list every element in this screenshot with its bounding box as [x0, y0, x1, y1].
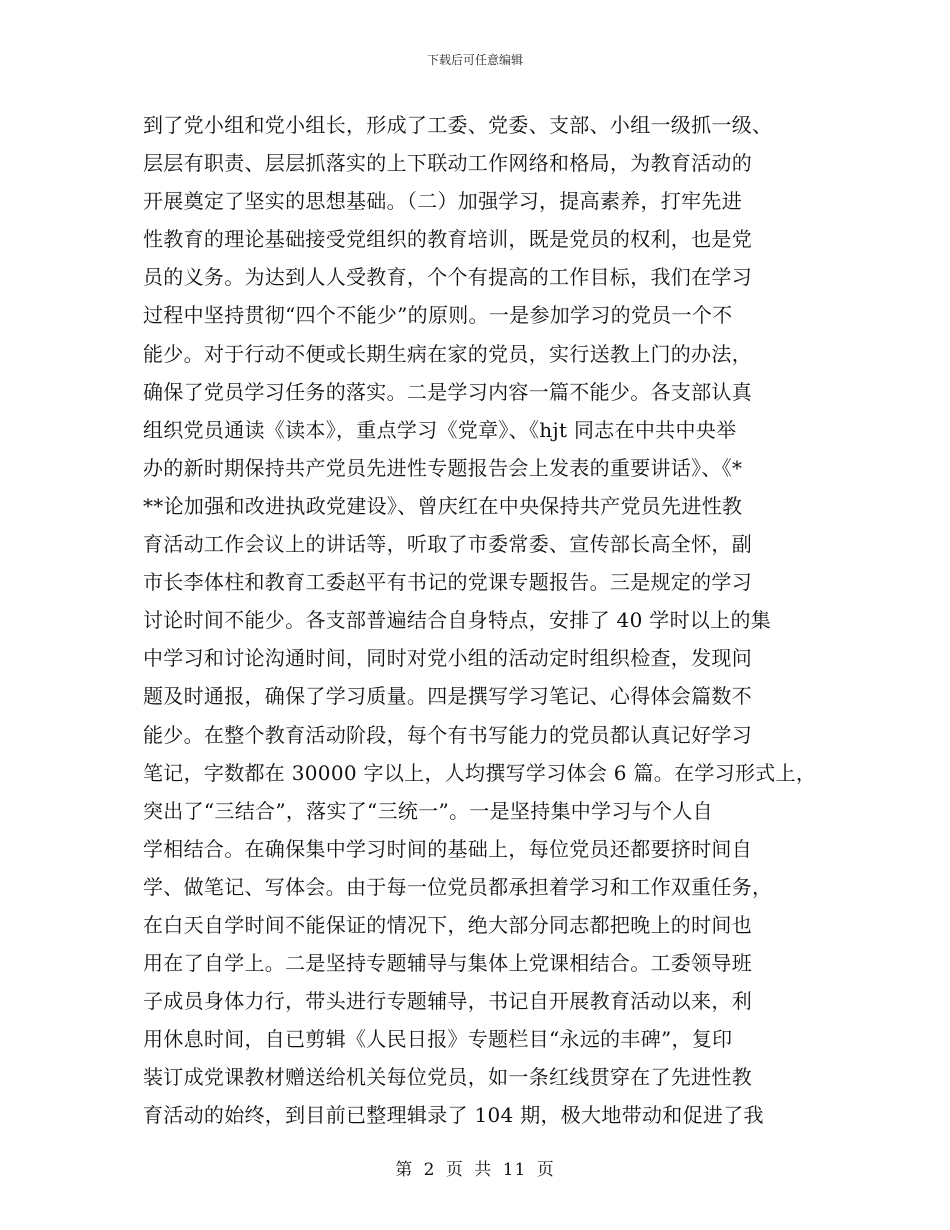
text-line: 笔记，字数都在 30000 字以上，人均撰写学习体会 6 篇。在学习形式上，: [143, 760, 817, 785]
text-line: 突出了“三结合”，落实了“三统一”。一是坚持集中学习与个人自: [143, 798, 713, 823]
text-line: 员的义务。为达到人人受教育，个个有提高的工作目标，我们在学习: [143, 265, 752, 290]
text-line: 办的新时期保持共产党员先进性专题报告会上发表的重要讲话》、《*: [143, 455, 743, 480]
text-line: 装订成党课教材赠送给机关每位党员，如一条红线贯穿在了先进性教: [143, 1065, 752, 1090]
text-line: 能少。在整个教育活动阶段，每个有书写能力的党员都认真记好学习: [143, 722, 752, 747]
text-line: 能少。对于行动不便或长期生病在家的党员，实行送教上门的办法，: [143, 341, 752, 366]
page-header: 下载后可任意编辑: [426, 53, 523, 67]
text-line: 学、做笔记、写体会。由于每一位党员都承担着学习和工作双重任务，: [143, 874, 773, 899]
text-line: 确保了党员学习任务的落实。二是学习内容一篇不能少。各支部认真: [143, 379, 752, 404]
text-line: 到了党小组和党小组长，形成了工委、党委、支部、小组一级抓一级、: [143, 113, 773, 137]
text-line: 讨论时间不能少。各支部普遍结合自身特点，安排了 40 学时以上的集: [143, 608, 772, 633]
text-line: 育活动工作会议上的讲话等，听取了市委常委、宣传部长高全怀，副: [143, 532, 752, 557]
text-line: 用休息时间，自已剪辑《人民日报》专题栏目“永远的丰碑”，复印: [143, 1027, 733, 1052]
text-line: 组织党员通读《读本》，重点学习《党章》、《hjt 同志在中共中央举: [143, 417, 737, 442]
text-line: 题及时通报，确保了学习质量。四是撰写学习笔记、心得体会篇数不: [143, 684, 752, 709]
text-line: 开展奠定了坚实的思想基础。（二）加强学习，提高素养，打牢先进: [143, 189, 742, 214]
text-line: 中学习和讨论沟通时间，同时对党小组的活动定时组织检查，发现问: [143, 646, 752, 671]
text-line: 性教育的理论基础接受党组织的教育培训，既是党员的权利，也是党: [143, 227, 752, 252]
text-line: 在白天自学时间不能保证的情况下，绝大部分同志都把晚上的时间也: [143, 912, 752, 937]
text-line: 育活动的始终，到目前已整理辑录了 104 期，极大地带动和促进了我: [143, 1103, 764, 1128]
page-number-footer: 第 2 页 共 11 页: [395, 1160, 555, 1180]
document-body: [143, 106, 833, 1135]
text-line: 学相结合。在确保集中学习时间的基础上，每位党员还都要挤时间自: [143, 836, 752, 861]
text-line: 市长李体柱和教育工委赵平有书记的党课专题报告。三是规定的学习: [143, 570, 752, 595]
text-line: 过程中坚持贯彻“四个不能少”的原则。一是参加学习的党员一个不: [143, 303, 733, 328]
text-line: **论加强和改进执政党建设》、曾庆红在中央保持共产党员先进性教: [143, 493, 743, 518]
text-line: 用在了自学上。二是坚持专题辅导与集体上党课相结合。工委领导班: [143, 951, 752, 976]
text-line: 层层有职责、层层抓落实的上下联动工作网络和格局，为教育活动的: [143, 151, 752, 176]
text-line: 子成员身体力行，带头进行专题辅导，书记自开展教育活动以来，利: [143, 989, 752, 1014]
